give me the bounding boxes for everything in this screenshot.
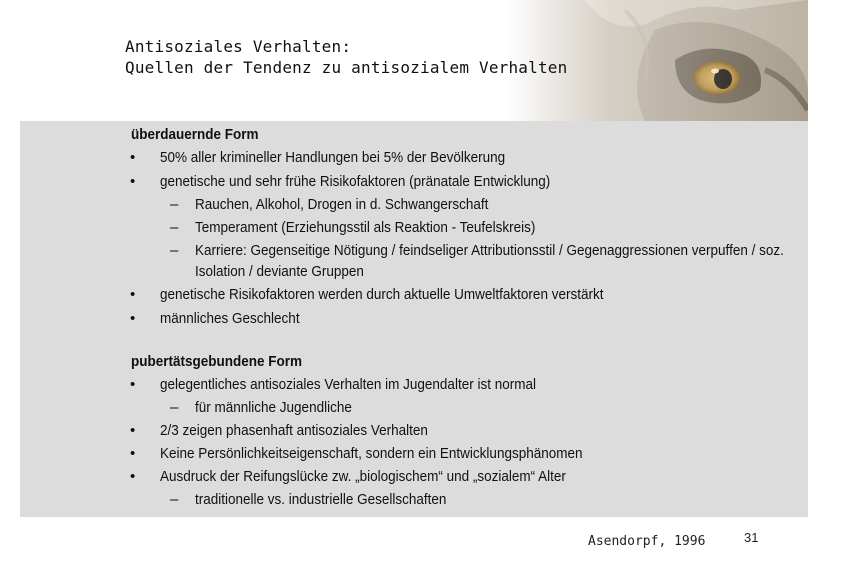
bullet-marker: • [130,422,136,439]
content-panel [20,121,808,517]
section-heading: überdauernde Form [131,126,259,143]
list-item-text: Keine Persönlichkeitseigenschaft, sondern ein Entwicklungsphänomen [160,445,583,462]
list-item-text: Karriere: Gegenseitige Nötigung / feindseliger Attributionsstil / Gegenaggressionen verpuffen / soz. [195,242,784,259]
slide-title-line-1: Antisoziales Verhalten: [125,37,352,56]
source-citation: Asendorpf, 1996 [588,534,706,549]
list-item-text: 2/3 zeigen phasenhaft antisoziales Verhalten [160,422,428,439]
section-heading: pubertätsgebundene Form [131,353,303,370]
dash-marker: – [170,219,179,236]
bullet-marker: • [130,468,136,485]
slide-title-line-2: Quellen der Tendenz zu antisozialem Verhalten [125,58,568,77]
page-number: 31 [744,530,759,545]
dash-marker: – [170,242,179,259]
dash-marker: – [170,491,179,508]
bullet-marker: • [130,310,136,327]
bullet-marker: • [130,376,136,393]
list-item-text: Temperament (Erziehungsstil als Reaktion - Teufelskreis) [195,219,536,236]
list-item-text: männliches Geschlecht [160,310,300,327]
bullet-marker: • [130,173,136,190]
bullet-marker: • [130,445,136,462]
list-item-text: gelegentliches antisoziales Verhalten im Jugendalter ist normal [160,376,536,393]
dash-marker: – [170,399,179,416]
list-item-text: 50% aller krimineller Handlungen bei 5% der Bevölkerung [160,149,506,166]
list-item-text: genetische und sehr frühe Risikofaktoren (pränatale Entwicklung) [160,173,551,190]
list-item-text: traditionelle vs. industrielle Gesellschaften [195,491,447,508]
list-item-text: genetische Risikofaktoren werden durch aktuelle Umweltfaktoren verstärkt [160,286,604,303]
list-item-text: Isolation / deviante Gruppen [195,263,364,280]
list-item-text: für männliche Jugendliche [195,399,352,416]
list-item-text: Rauchen, Alkohol, Drogen in d. Schwangerschaft [195,196,489,213]
slide-title [125,36,567,78]
bullet-marker: • [130,149,136,166]
bullet-marker: • [130,286,136,303]
dash-marker: – [170,196,179,213]
list-item-text: Ausdruck der Reifungslücke zw. „biologischem“ und „sozialem“ Alter [160,468,566,485]
